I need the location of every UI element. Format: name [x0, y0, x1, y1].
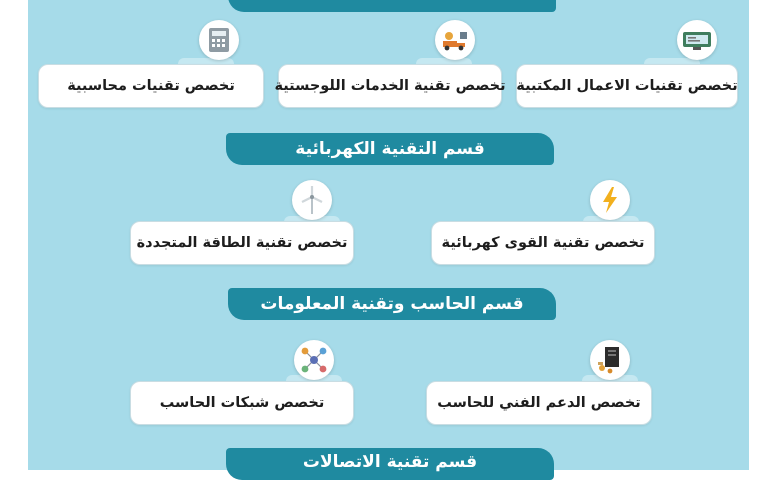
card-label: تخصص تقنية الخدمات اللوجستية — [274, 78, 506, 94]
wind-turbine-icon — [292, 180, 332, 220]
card-label: تخصص تقنيات محاسبية — [67, 78, 235, 94]
card-label: تخصص تقنية الطاقة المتجددة — [136, 235, 348, 251]
section-title: قسم تقنية الاتصالات — [302, 452, 478, 472]
card-label: تخصص الدعم الفني للحاسب — [437, 395, 641, 411]
computer-server-icon — [590, 340, 630, 380]
lightning-bolt-icon — [590, 180, 630, 220]
card-label: تخصص تقنيات الاعمال المكتبية — [516, 78, 738, 94]
section-banner-top — [228, 0, 556, 12]
card-accounting[interactable] — [38, 64, 264, 108]
card-technical-support[interactable] — [426, 381, 652, 425]
section-title: قسم الحاسب وتقنية المعلومات — [260, 294, 524, 314]
card-logistics[interactable] — [274, 64, 506, 108]
card-computer-networks[interactable] — [130, 381, 354, 425]
card-label: تخصص شبكات الحاسب — [159, 395, 325, 411]
network-people-icon — [294, 340, 334, 380]
card-renewable-energy[interactable] — [130, 221, 354, 265]
logistics-truck-icon — [435, 20, 475, 60]
card-label: تخصص تقنية القوى كهربائية — [441, 235, 645, 251]
section-banner-telecom — [226, 448, 554, 480]
calculator-icon — [199, 20, 239, 60]
section-banner-electrical — [226, 133, 554, 165]
section-title: قسم التقنية الكهربائية — [295, 139, 485, 159]
office-computer-icon — [677, 20, 717, 60]
card-office-tech[interactable] — [516, 64, 738, 108]
section-banner-computer — [228, 288, 556, 320]
card-electrical-power[interactable] — [431, 221, 655, 265]
